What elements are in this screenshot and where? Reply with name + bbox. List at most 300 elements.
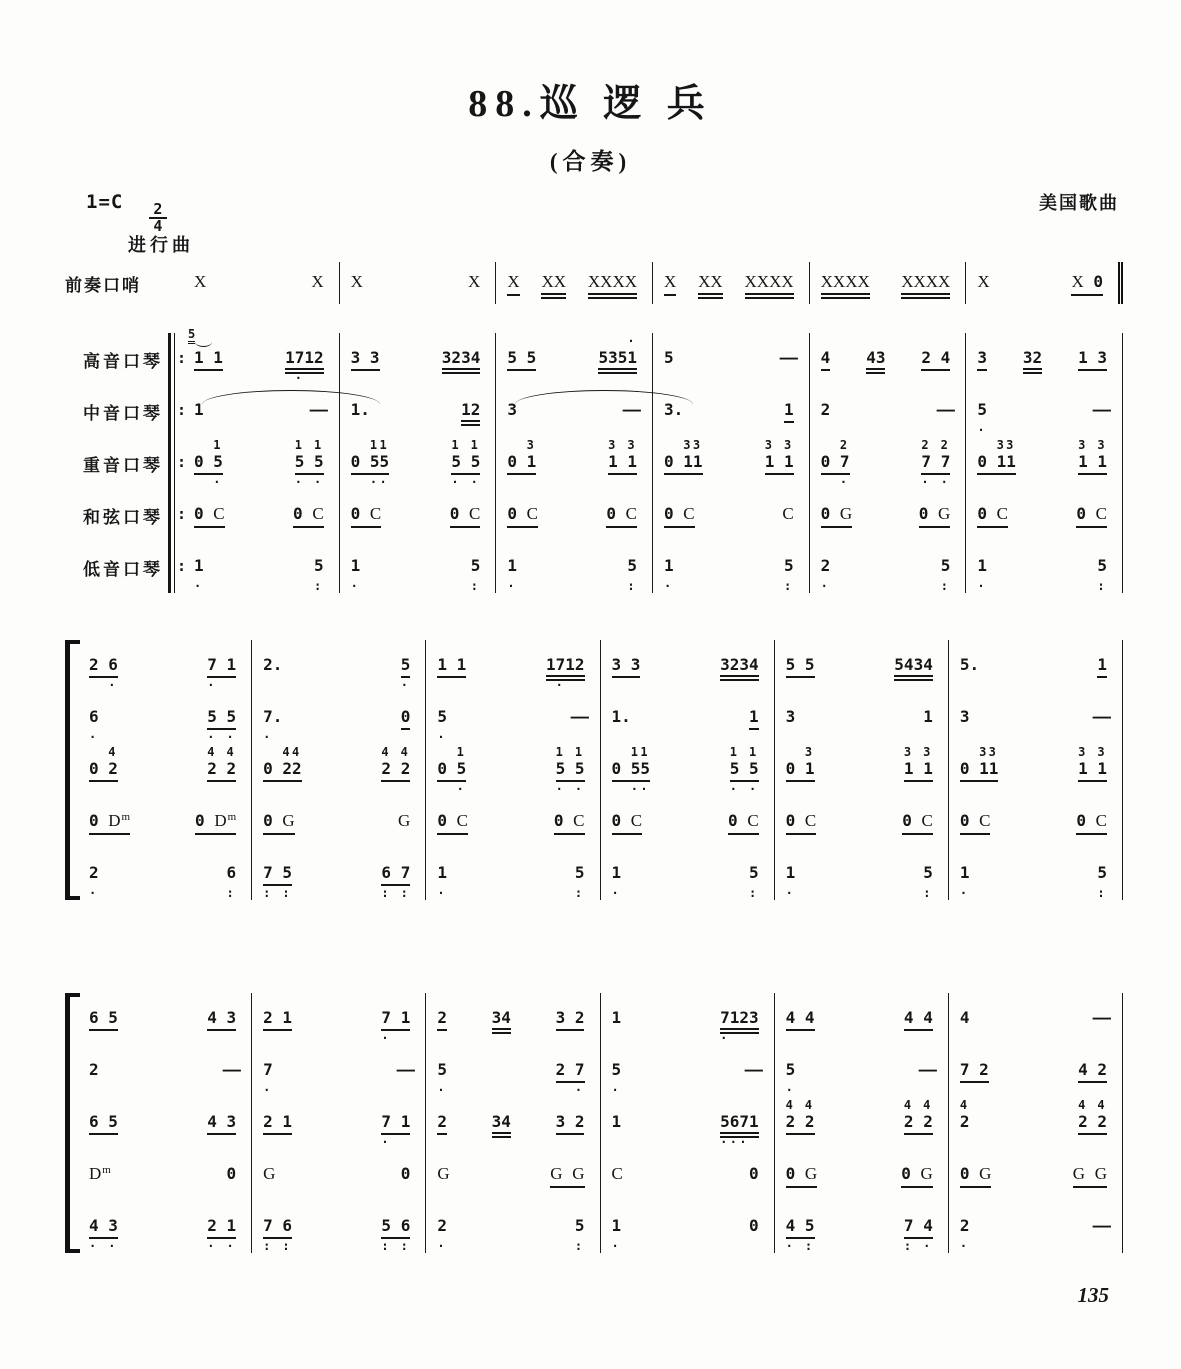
beat-group xyxy=(546,641,585,691)
beat-group xyxy=(921,438,950,488)
chord-note-above xyxy=(612,1098,622,1112)
repeat-thin-line xyxy=(174,333,175,385)
beat-group xyxy=(612,693,631,743)
note-digits: — xyxy=(918,1060,938,1079)
note-digits: 0 xyxy=(977,504,997,523)
chord-note-above xyxy=(904,1202,933,1216)
beam-group xyxy=(89,1112,118,1135)
note-digits: — xyxy=(779,348,798,367)
octave-dots-below xyxy=(1076,527,1107,540)
beam-group xyxy=(1097,655,1107,678)
note-main xyxy=(437,1060,447,1083)
note-main xyxy=(821,556,831,579)
note-main xyxy=(960,1164,992,1187)
beam-group xyxy=(1093,1216,1112,1235)
octave-dots-below xyxy=(507,475,536,488)
key-label: 1=C xyxy=(86,191,124,213)
octave-dots-below xyxy=(89,1031,118,1044)
beat-group xyxy=(507,334,536,384)
beam-group xyxy=(765,452,794,475)
note-main xyxy=(507,556,517,579)
note-digits: 0 xyxy=(1076,811,1096,830)
repeat-dots: : xyxy=(177,349,187,368)
octave-dots-below xyxy=(960,678,979,691)
note-main xyxy=(977,348,987,371)
octave-dots-below xyxy=(541,295,566,308)
beam-group xyxy=(612,707,631,726)
octave-dots-below xyxy=(977,527,1008,540)
beam-group xyxy=(960,1112,970,1131)
note-digits: 0 xyxy=(350,504,370,523)
note-main xyxy=(556,1008,585,1031)
chord-note-above xyxy=(437,693,447,707)
beam-group xyxy=(960,1008,970,1027)
octave-dots-below: · xyxy=(977,423,987,437)
beat-group xyxy=(960,849,970,899)
beam-group xyxy=(1023,348,1042,374)
beat-group xyxy=(720,1098,759,1148)
beat-group xyxy=(784,542,794,592)
chord-note-above xyxy=(821,258,870,272)
note-digits: 34 xyxy=(491,1008,511,1027)
whistle-intro-line xyxy=(65,262,1123,304)
octave-dots-below xyxy=(437,1031,447,1044)
beam-group xyxy=(904,759,933,782)
note-digits: 3 xyxy=(507,400,517,419)
chord-note-above: 33 xyxy=(683,438,703,452)
chord-letter: XXXX xyxy=(820,272,870,291)
beam-group xyxy=(720,1008,759,1034)
chord-note-above xyxy=(311,258,323,272)
note-main xyxy=(89,1008,118,1031)
note-digits: 5 xyxy=(749,863,759,882)
chord-note-above: 3 3 xyxy=(1078,438,1107,452)
chord-note-above: 44 xyxy=(282,745,302,759)
beam-group xyxy=(786,1164,818,1188)
repeat-start-sign xyxy=(166,333,187,385)
measure xyxy=(775,848,949,900)
chord-note-above xyxy=(786,1202,815,1216)
note-digits: 1 xyxy=(611,1112,622,1131)
octave-dots-below xyxy=(728,834,759,847)
chord-letter: X xyxy=(311,272,324,291)
note-main xyxy=(381,1216,410,1239)
octave-dots-below xyxy=(468,295,480,308)
octave-dots-below xyxy=(1073,1187,1107,1200)
beam-group xyxy=(749,1216,759,1235)
beam-group xyxy=(89,1216,118,1239)
chord-note-above xyxy=(381,1098,410,1112)
chord-note-above xyxy=(207,1098,236,1112)
note-digits: 6 xyxy=(89,707,99,726)
beat-group xyxy=(1073,1150,1107,1200)
measure xyxy=(340,541,497,593)
note-digits xyxy=(1085,1164,1095,1183)
measure xyxy=(949,796,1123,848)
note-main xyxy=(1093,707,1112,730)
note-digits: 0 xyxy=(959,811,980,830)
note-main xyxy=(598,348,637,371)
note-main xyxy=(507,504,538,527)
beam-group xyxy=(351,452,390,475)
chord-letter: G xyxy=(1072,1164,1086,1183)
beam-group xyxy=(821,400,831,419)
octave-dots-below xyxy=(1097,423,1107,436)
chord-note-above xyxy=(401,641,411,655)
measure xyxy=(183,262,340,304)
beat-group xyxy=(207,693,236,743)
octave-dots-below xyxy=(311,295,323,308)
beat-group xyxy=(977,490,1008,540)
chord-letter: G xyxy=(920,1164,933,1183)
beat-group xyxy=(381,994,410,1044)
beam-group xyxy=(263,1112,292,1135)
note-digits: — xyxy=(623,400,642,419)
chord-note-above xyxy=(901,258,950,272)
beam-group xyxy=(401,655,411,678)
beam-group xyxy=(381,759,410,782)
system-measures xyxy=(78,640,1123,900)
octave-dots-below xyxy=(401,730,411,743)
measure xyxy=(183,327,340,385)
beam-group xyxy=(1093,1008,1112,1027)
chord-note-above: 1 xyxy=(213,438,223,452)
beat-group xyxy=(575,849,585,899)
beam-group xyxy=(194,348,223,371)
chord-note-above xyxy=(541,258,566,272)
chord-note-above xyxy=(554,797,585,811)
chord-note-above xyxy=(492,994,511,1008)
beat-group xyxy=(263,1202,292,1252)
beam-group xyxy=(263,1216,292,1239)
note-main xyxy=(612,1060,622,1083)
chord-note-above xyxy=(960,693,970,707)
chord-note-above xyxy=(960,1202,970,1216)
chord-note-above xyxy=(664,334,674,348)
note-main xyxy=(923,863,933,886)
page-title: 88.巡 逻 兵 xyxy=(468,83,713,125)
beat-group xyxy=(904,745,933,795)
measure xyxy=(601,1045,775,1097)
chord-note-above xyxy=(749,1046,759,1060)
note-main xyxy=(194,272,206,295)
measure xyxy=(949,640,1123,692)
octave-dots-below: · xyxy=(263,1083,273,1097)
beat-group xyxy=(923,693,933,743)
note-digits: 1 1 xyxy=(764,452,794,471)
octave-dots-below xyxy=(745,295,794,308)
chord-note-above xyxy=(612,994,622,1008)
chord-note-above xyxy=(664,542,674,556)
note-main xyxy=(194,504,225,527)
beat-group xyxy=(450,490,481,540)
octave-dots-below xyxy=(786,782,815,795)
note-digits: 4 3 xyxy=(207,1008,237,1027)
octave-dots-below xyxy=(786,1135,815,1148)
note-main xyxy=(765,452,794,475)
beam-group xyxy=(351,556,361,575)
octave-dots-below xyxy=(588,295,637,308)
beam-group xyxy=(1093,400,1112,419)
note-digits: 1 xyxy=(749,707,759,726)
octave-dots-below xyxy=(550,1187,584,1200)
beat-group xyxy=(782,490,793,540)
chord-note-above xyxy=(227,1046,237,1060)
octave-dots-below xyxy=(1097,1239,1107,1252)
note-digits: 5 5 xyxy=(729,759,759,778)
chord-letter: C xyxy=(526,504,538,523)
note-digits: 0 xyxy=(606,504,626,523)
chord-letter: XX xyxy=(698,272,723,291)
octave-dots-below xyxy=(960,1187,992,1200)
note-digits: 2 2 xyxy=(785,1112,815,1131)
octave-dots-below xyxy=(195,834,236,847)
note-main xyxy=(977,272,989,295)
octave-dots-below: · xyxy=(437,1239,447,1253)
chord-note-above: 4 4 xyxy=(207,745,237,759)
octave-dots-below: : xyxy=(923,886,933,900)
beat-group xyxy=(263,1150,275,1200)
note-digits: 2 2 xyxy=(903,1112,933,1131)
chord-letter: XXXX xyxy=(901,272,951,291)
note-digits: 5 xyxy=(574,1216,585,1235)
beat-group xyxy=(194,258,206,308)
note-digits: 0 xyxy=(400,707,411,726)
note-main xyxy=(263,1060,273,1083)
beat-group xyxy=(263,641,282,691)
note-digits: 5 xyxy=(314,556,324,575)
octave-dots-below xyxy=(556,1031,585,1044)
tempo-marking: 进行曲 xyxy=(128,235,194,255)
note-main xyxy=(782,504,793,527)
measure xyxy=(426,744,600,796)
octave-dots-below xyxy=(821,423,831,436)
chord-note-above xyxy=(507,542,517,556)
beat-group xyxy=(598,334,637,384)
octave-dots-below xyxy=(351,295,363,308)
measure xyxy=(340,262,497,304)
note-digits: 1 xyxy=(611,863,622,882)
note-main xyxy=(608,452,637,475)
note-main xyxy=(749,863,759,886)
note-main xyxy=(1076,504,1107,527)
beat-group xyxy=(664,490,695,540)
beam-group xyxy=(437,707,447,726)
octave-dots-below xyxy=(1097,730,1107,743)
note-digits: 1 xyxy=(784,400,794,419)
beam-group xyxy=(1076,811,1107,835)
beam-group xyxy=(977,348,987,371)
octave-dots-below xyxy=(1078,1083,1107,1096)
chord-note-above: 1 1 xyxy=(555,745,585,759)
octave-dots-below xyxy=(960,1083,989,1096)
beam-group xyxy=(720,655,759,681)
beat-group xyxy=(556,1098,585,1148)
octave-dots-below xyxy=(351,371,380,384)
note-digits: 1 3 xyxy=(1078,348,1107,367)
measure xyxy=(426,1097,600,1149)
note-digits: 5 xyxy=(400,655,411,674)
chord-letter: G xyxy=(263,1164,276,1183)
octave-dots-below xyxy=(401,1187,411,1200)
octave-dots-below: : : xyxy=(381,886,411,900)
note-main xyxy=(866,348,885,371)
note-main xyxy=(902,811,933,834)
beat-group xyxy=(749,849,759,899)
octave-dots-below xyxy=(960,1135,970,1148)
chord-note-above xyxy=(923,693,933,707)
octave-dots-below: : : xyxy=(263,886,293,900)
octave-dots-below xyxy=(507,371,536,384)
chord-note-above xyxy=(728,797,759,811)
beat-group xyxy=(437,1202,447,1252)
note-main xyxy=(401,707,411,730)
chord-note-above xyxy=(437,1046,447,1060)
octave-dots-below xyxy=(866,371,885,384)
octave-dots-below xyxy=(664,371,674,384)
note-main xyxy=(554,811,585,834)
beam-group xyxy=(381,1216,410,1239)
octave-dots-below xyxy=(194,371,223,384)
beat-group xyxy=(207,745,236,795)
beat-group xyxy=(588,258,637,308)
measure xyxy=(810,333,967,385)
beat-group xyxy=(612,849,622,899)
measure xyxy=(426,640,600,692)
beat-group xyxy=(612,745,651,795)
note-main xyxy=(471,556,481,579)
part-label-cell xyxy=(65,385,187,437)
measure xyxy=(601,848,775,900)
note-main xyxy=(207,707,236,730)
note-main xyxy=(556,1060,585,1083)
beat-group xyxy=(960,1202,970,1252)
beat-group xyxy=(612,1150,623,1200)
note-digits: 0 xyxy=(785,1164,805,1183)
octave-dots-below xyxy=(554,834,585,847)
note-digits: 5 6 xyxy=(381,1216,411,1235)
beat-group xyxy=(1097,542,1107,592)
chord-note-above xyxy=(263,1046,273,1060)
part-label-cell xyxy=(65,489,187,541)
beat-group xyxy=(351,334,380,384)
chord-note-above: 3 3 xyxy=(1078,745,1107,759)
chord-letter: C xyxy=(1095,504,1107,523)
octave-dots-below: · xyxy=(611,886,622,900)
note-main xyxy=(786,1060,796,1083)
beam-group xyxy=(207,655,236,678)
note-main xyxy=(749,1216,759,1239)
beam-group xyxy=(207,1112,236,1135)
beat-group xyxy=(207,1202,236,1252)
octave-dots-below xyxy=(921,371,950,384)
chord-note-above xyxy=(821,386,831,400)
beat-group xyxy=(918,1046,938,1096)
beat-group xyxy=(437,1150,449,1200)
note-digits: 2 1 xyxy=(263,1112,293,1131)
note-digits: 5 5 xyxy=(555,759,585,778)
beam-group xyxy=(1078,1112,1107,1135)
octave-dots-below xyxy=(1078,1135,1107,1148)
beam-group xyxy=(977,272,989,292)
repeat-thin-line xyxy=(174,489,175,541)
beam-group xyxy=(612,759,651,782)
note-digits: 2 2 xyxy=(207,759,237,778)
measure xyxy=(426,1201,600,1253)
beam-group xyxy=(207,707,236,730)
chord-note-above xyxy=(263,994,292,1008)
page-number: 135 xyxy=(1077,1283,1109,1307)
note-digits: 2 xyxy=(89,863,99,882)
note-main xyxy=(263,1164,275,1187)
beat-group xyxy=(960,1098,970,1148)
chord-letter: X xyxy=(468,272,481,291)
chord-note-above xyxy=(749,1202,759,1216)
octave-dots-below xyxy=(901,295,950,308)
chord-quality: m xyxy=(121,811,131,823)
measure xyxy=(775,796,949,848)
beat-group xyxy=(89,693,99,743)
octave-dots-below: : xyxy=(226,886,237,900)
octave-dots-below: : xyxy=(574,1239,585,1253)
chord-note-above xyxy=(960,1150,992,1164)
note-digits: 4 4 xyxy=(903,1008,933,1027)
chord-note-above: 33 xyxy=(996,438,1016,452)
octave-dots-below: · xyxy=(959,1239,970,1253)
note-digits: 0 xyxy=(749,1164,759,1183)
note-main xyxy=(575,1216,585,1239)
chord-note-above xyxy=(575,849,585,863)
note-digits: 4 4 xyxy=(785,1008,815,1027)
beam-group xyxy=(437,811,468,835)
note-digits: 1 xyxy=(785,863,796,882)
measure xyxy=(653,385,810,437)
note-digits: 7 1 xyxy=(207,655,237,674)
octave-dots-below: : xyxy=(314,579,324,593)
chord-note-above xyxy=(960,849,970,863)
chord-letter: C xyxy=(456,811,468,830)
beat-group xyxy=(398,797,410,847)
note-main xyxy=(627,556,637,579)
beat-group xyxy=(786,1046,796,1096)
score-systems xyxy=(65,327,1123,1253)
chord-note-above xyxy=(612,849,622,863)
note-digits: 2 xyxy=(437,1008,447,1027)
octave-dots-below: · xyxy=(785,1083,796,1097)
bracket-segment xyxy=(65,1097,78,1149)
note-main xyxy=(1073,1164,1107,1187)
beam-group xyxy=(263,707,282,726)
note-main xyxy=(786,863,796,886)
octave-dots-below xyxy=(902,834,933,847)
note-main xyxy=(351,452,390,475)
beam-group xyxy=(227,863,237,882)
chord-note-above xyxy=(195,797,236,811)
note-digits: 0 xyxy=(959,1164,980,1183)
beat-group xyxy=(507,258,519,308)
octave-dots-below: · xyxy=(437,886,447,900)
beat-group xyxy=(507,490,538,540)
chord-note-above: 4 4 xyxy=(1078,1098,1107,1112)
octave-dots-below: · xyxy=(437,730,447,744)
beat-group xyxy=(507,386,517,436)
note-main xyxy=(437,811,468,834)
chord-note-above xyxy=(437,994,447,1008)
beam-group xyxy=(381,1112,410,1135)
beam-group xyxy=(786,759,815,782)
note-digits: 1 xyxy=(611,1008,622,1027)
beam-group xyxy=(902,811,933,835)
